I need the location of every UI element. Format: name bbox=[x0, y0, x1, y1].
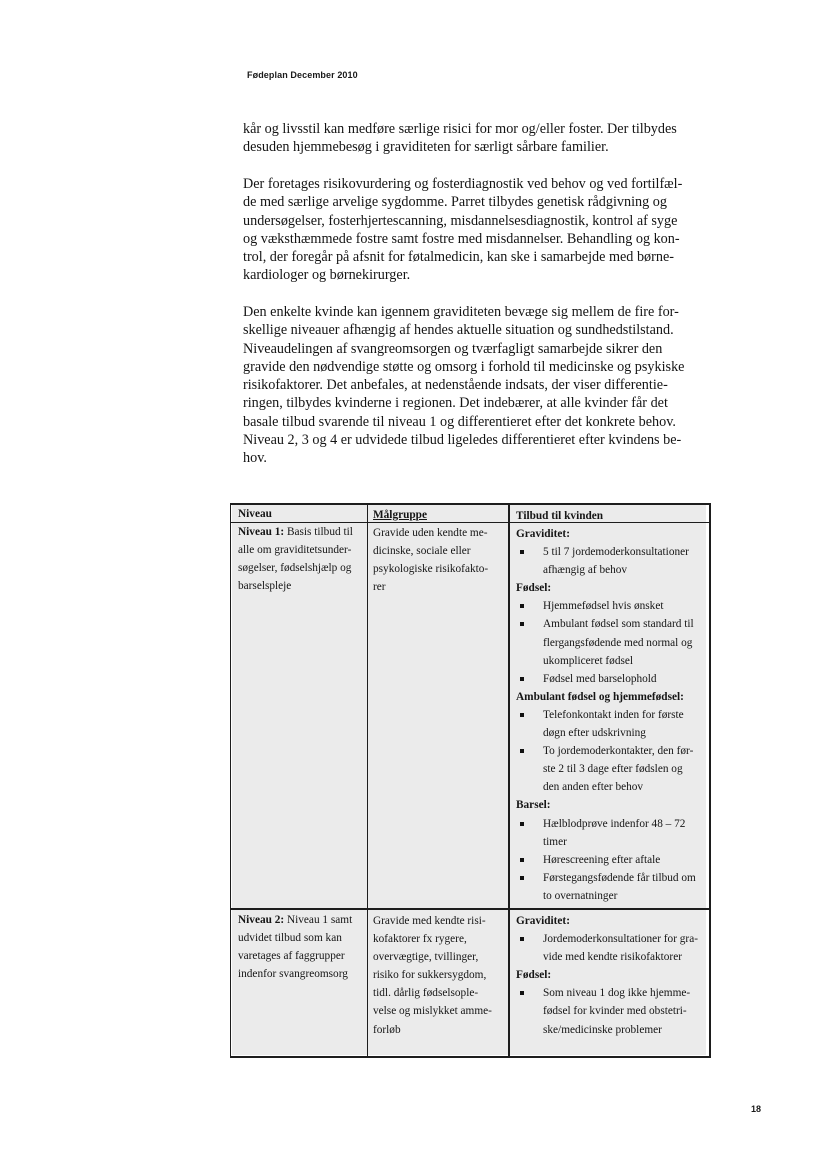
bullet-item bbox=[516, 706, 708, 742]
paragraph-3 bbox=[243, 303, 699, 468]
text-line: kår og livsstil kan medføre særlige risici for mor og/eller foster. Der tilbydes bbox=[243, 121, 677, 137]
barsel-heading: Barsel: bbox=[516, 799, 551, 812]
bullet-line: timer bbox=[543, 835, 567, 848]
bullet-line: ske/medicinske problemer bbox=[543, 1023, 662, 1036]
bullet-line: Ambulant fødsel som standard til bbox=[543, 618, 694, 631]
paragraph-1 bbox=[243, 120, 699, 157]
table-border-left bbox=[230, 503, 231, 1058]
bullet-item bbox=[516, 930, 708, 966]
table-col-divider-1 bbox=[367, 503, 368, 1058]
maalgruppe-line: overvægtige, tvillinger, bbox=[373, 951, 479, 964]
fodsel-heading: Fødsel: bbox=[516, 969, 552, 982]
graviditet-heading: Graviditet: bbox=[516, 915, 570, 927]
fodsel-heading: Fødsel: bbox=[516, 582, 552, 595]
niveau-text-line: alle om graviditetsunder- bbox=[238, 544, 352, 557]
bullet-line: døgn efter udskrivning bbox=[543, 727, 646, 740]
niveau-table bbox=[230, 503, 711, 1058]
maalgruppe-line: velse og mislykket amme- bbox=[373, 1005, 492, 1018]
niveau-title-line bbox=[238, 911, 366, 929]
table-border-right bbox=[709, 503, 711, 1058]
bullet-line: Hælblodprøve indenfor 48 – 72 bbox=[543, 817, 686, 830]
text-line: Niveaudelingen af svangreomsorgen og tværfagligt samarbejde sikrer den bbox=[243, 340, 663, 357]
page-number: 18 bbox=[751, 1104, 762, 1114]
bullet-line: flergangsfødende med normal og bbox=[543, 636, 693, 649]
text-line: skellige niveauer afhængig af hendes aktuelle situation og sundhedstilstand. bbox=[243, 322, 674, 339]
text-line: undersøgelser, fosterhjertescanning, misdannelsesdiagnostik, kontrol af syge bbox=[243, 212, 678, 229]
niveau-text-line: indenfor svangreomsorg bbox=[238, 968, 348, 981]
bullet-line: vide med kendte risikofaktorer bbox=[543, 951, 682, 964]
maalgruppe-line: Gravide uden kendte me- bbox=[373, 527, 488, 539]
row1-tilbud-cell bbox=[516, 525, 708, 905]
bullet-line: fødsel for kvinder med obstetri- bbox=[543, 1005, 687, 1018]
bullet-line: afhængig af behov bbox=[543, 564, 628, 577]
bullet-item bbox=[516, 543, 708, 579]
row2-tilbud-cell bbox=[516, 912, 708, 1039]
niveau-text-line: varetages af faggrupper bbox=[238, 950, 345, 963]
niveau-text-line: søgelser, fødselshjælp og bbox=[238, 562, 352, 575]
bullet-item bbox=[516, 984, 708, 1038]
graviditet-heading: Graviditet: bbox=[516, 528, 570, 540]
row2-niveau-cell bbox=[238, 911, 366, 983]
header-niveau: Niveau bbox=[238, 508, 272, 520]
maalgruppe-line: tidl. dårlig fødselsople- bbox=[373, 987, 479, 1000]
maalgruppe-line: forløb bbox=[373, 1023, 401, 1036]
maalgruppe-line: Gravide med kendte risi- bbox=[373, 915, 486, 927]
niveau-label: Niveau 1: bbox=[238, 526, 285, 538]
page-header: Fødeplan December 2010 bbox=[247, 70, 358, 80]
bullet-item bbox=[516, 869, 708, 905]
text-line: og væksthæmmede fostre samt fostre med misdannelser. Behandling og kon- bbox=[243, 230, 680, 247]
bullet-line: ste 2 til 3 dage efter fødslen og bbox=[543, 763, 683, 776]
bullet-line: 5 til 7 jordemoderkonsultationer bbox=[543, 546, 689, 559]
text-line: trol, der foregår på afsnit for føtalmedicin, kan ske i samarbejde med børne- bbox=[243, 249, 674, 266]
maalgruppe-line: kofaktorer fx rygere, bbox=[373, 933, 467, 946]
text-line: kardiologer og børnekirurger. bbox=[243, 267, 411, 284]
text-line: gravide den nødvendige støtte og omsorg i forhold til medicinske og psykiske bbox=[243, 358, 685, 375]
bullet-line: Som niveau 1 dog ikke hjemme- bbox=[543, 987, 691, 1000]
text-line: Der foretages risikovurdering og fosterdiagnostik ved behov og ved fortilfæl- bbox=[243, 176, 683, 192]
text-line: desuden hjemmebesøg i graviditeten for særligt sårbare familier. bbox=[243, 139, 609, 156]
niveau-text-line: barselspleje bbox=[238, 580, 292, 593]
table-col-divider-2 bbox=[508, 503, 510, 1058]
table-row-divider bbox=[230, 908, 711, 910]
text-line: de med særlige arvelige sygdomme. Parret tilbydes genetisk rådgivning og bbox=[243, 194, 667, 211]
bullet-line: Fødsel med barselophold bbox=[543, 672, 657, 685]
header-maalgruppe: Målgruppe bbox=[373, 509, 427, 521]
bullet-item bbox=[516, 815, 708, 851]
bullet-line: to overnatninger bbox=[543, 889, 618, 902]
text-line: basale tilbud svarende til niveau 1 og differentieret efter det konkrete behov. bbox=[243, 413, 676, 430]
niveau-text: Niveau 1 samt bbox=[284, 914, 353, 926]
paragraph-2 bbox=[243, 175, 699, 285]
text-line: hov. bbox=[243, 450, 267, 467]
bullet-line: Jordemoderkonsultationer for gra- bbox=[543, 933, 698, 946]
bullet-item bbox=[516, 670, 708, 688]
maalgruppe-line: psykologiske risikofakto- bbox=[373, 563, 489, 576]
niveau-text-line: udvidet tilbud som kan bbox=[238, 932, 342, 945]
header-tilbud: Tilbud til kvinden bbox=[516, 510, 604, 522]
ambulant-heading: Ambulant fødsel og hjemmefødsel: bbox=[516, 690, 684, 703]
bullet-item bbox=[516, 615, 708, 669]
bullet-item bbox=[516, 597, 708, 615]
text-line: ringen, tilbydes kvinderne i regionen. Det indebærer, at alle kvinder får det bbox=[243, 395, 668, 412]
bullet-line: den anden efter behov bbox=[543, 781, 644, 794]
maalgruppe-line: rer bbox=[373, 581, 386, 594]
niveau-text: Basis tilbud til bbox=[284, 526, 353, 538]
text-line: risikofaktorer. Det anbefales, at nedenstående indsats, der viser differentie- bbox=[243, 377, 668, 394]
row1-maalgruppe-cell bbox=[373, 524, 506, 596]
maalgruppe-line: dicinske, sociale eller bbox=[373, 545, 471, 558]
row1-niveau-cell bbox=[238, 523, 366, 595]
text-line: Den enkelte kvinde kan igennem graviditeten bevæge sig mellem de fire for- bbox=[243, 304, 679, 320]
bullet-item bbox=[516, 851, 708, 869]
table-border-bottom bbox=[230, 1056, 711, 1058]
maalgruppe-line: risiko for sukkersygdom, bbox=[373, 969, 487, 982]
bullet-line: Førstegangsfødende får tilbud om bbox=[543, 871, 696, 884]
niveau-label: Niveau 2: bbox=[238, 914, 285, 926]
row2-maalgruppe-cell bbox=[373, 912, 506, 1039]
bullet-item bbox=[516, 742, 708, 796]
niveau-title-line bbox=[238, 523, 366, 541]
bullet-line: Hjemmefødsel hvis ønsket bbox=[543, 600, 664, 613]
bullet-line: ukompliceret fødsel bbox=[543, 654, 634, 667]
text-line: Niveau 2, 3 og 4 er udvidede tilbud ligeledes differentieret efter kvindens be- bbox=[243, 432, 682, 449]
bullet-line: To jordemoderkontakter, den før- bbox=[543, 745, 694, 758]
bullet-line: Hørescreening efter aftale bbox=[543, 853, 661, 866]
bullet-line: Telefonkontakt inden for første bbox=[543, 708, 684, 721]
